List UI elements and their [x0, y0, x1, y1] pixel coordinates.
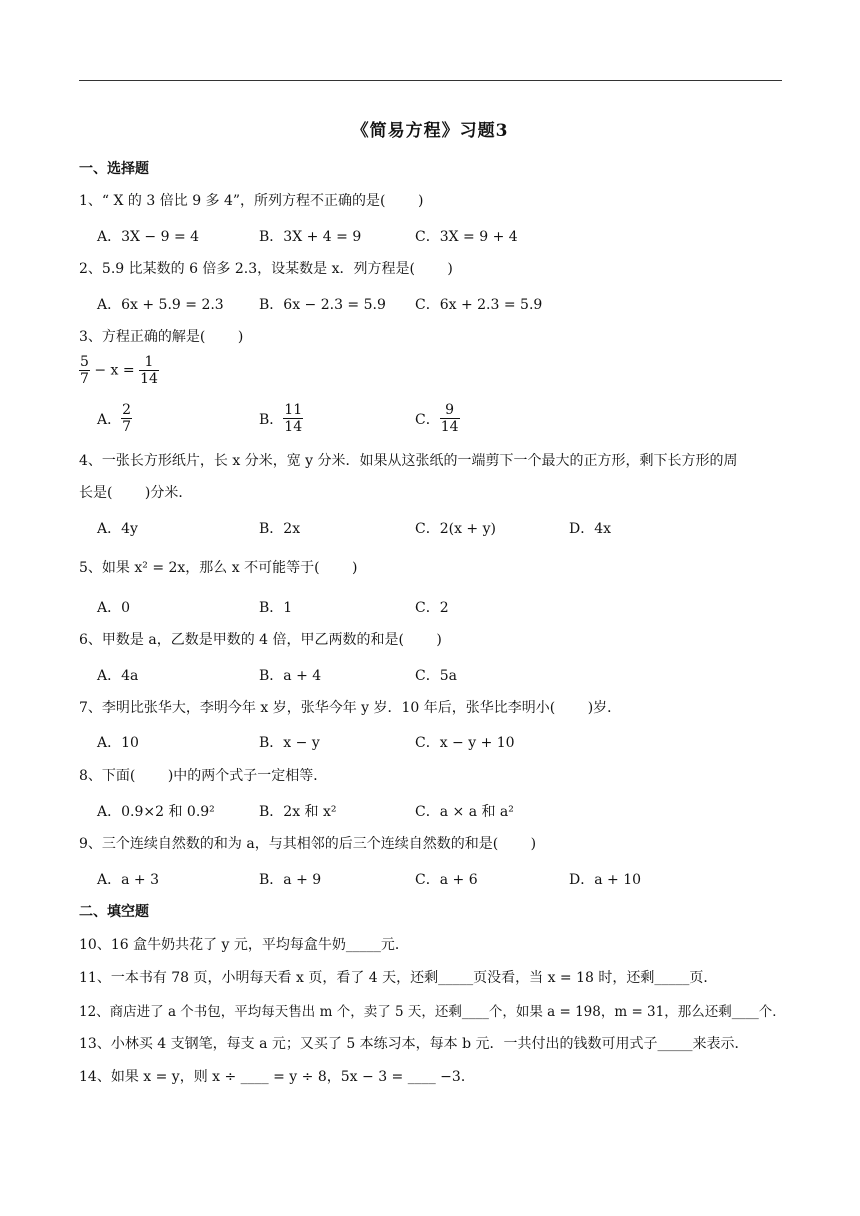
question-2: 2、5.9 比某数的 6 倍多 2.3，设某数是 x．列方程是( ) — [79, 261, 453, 277]
question-4-line-1: 4、一张长方形纸片，长 x 分米，宽 y 分米．如果从这张纸的一端剪下一个最大的正方形，剩下长方形的周 — [79, 453, 738, 469]
question-2-options — [97, 294, 797, 314]
option-d: D．4x — [569, 521, 612, 537]
option-c: C．5a — [415, 668, 457, 684]
section-choice: 一、选择题 — [79, 161, 149, 177]
question-3: 3、方程正确的解是( ) — [79, 329, 244, 345]
question-12: 12、商店进了 a 个书包，平均每天售出 m 个，卖了 5 天，还剩____个，如果 a = 198，m = 31，那么还剩____个． — [79, 1004, 786, 1020]
option-b: B．2x — [259, 521, 301, 537]
question-7-options — [97, 732, 797, 752]
option-c: C．a + 6 — [415, 872, 478, 888]
option-b: B．x − y — [259, 735, 320, 751]
fraction: $\frac{1}{14}$ — [140, 354, 158, 388]
option-c: C．2(x + y) — [415, 521, 496, 537]
question-3-equation: $\frac{5}{7}$ − x = $\frac{1}{14}$ — [80, 354, 158, 388]
option-b: B．a + 4 — [259, 668, 322, 684]
option-b: B．a + 9 — [259, 872, 322, 888]
option-a: A．a + 3 — [97, 872, 159, 888]
question-4-line-2: 长是( )分米． — [79, 485, 193, 501]
question-6: 6、甲数是 a，乙数是甲数的 4 倍，甲乙两数的和是( ) — [79, 632, 442, 648]
question-9-options — [97, 869, 797, 889]
option-b: B．1 — [259, 600, 293, 616]
option-c: C． $\frac{9}{14}$ — [415, 402, 459, 436]
question-5: 5、如果 x² = 2x，那么 x 不可能等于( ) — [79, 560, 358, 576]
page-title: 《简易方程》习题3 — [351, 121, 509, 141]
question-11: 11、一本书有 78 页，小明每天看 x 页，看了 4 天，还剩_____页没看，当 x = 18 时，还剩_____页． — [79, 970, 718, 986]
option-d: D．a + 10 — [569, 872, 642, 888]
question-1: 1、“ X 的 3 倍比 9 多 4”，所列方程不正确的是( ) — [79, 193, 424, 209]
question-7: 7、李明比张华大，李明今年 x 岁，张华今年 y 岁．10 年后，张华比李明小( )岁． — [79, 700, 622, 716]
option-a: A．4y — [97, 521, 138, 537]
option-a: A．10 — [97, 735, 139, 751]
section-fill: 二、填空题 — [79, 904, 149, 920]
fraction: $\frac{5}{7}$ — [80, 354, 89, 388]
option-c: C．6x + 2.3 = 5.9 — [415, 297, 543, 313]
option-b: B． $\frac{11}{14}$ — [259, 402, 303, 436]
option-b: B．2x 和 x² — [259, 804, 337, 820]
question-5-options — [97, 597, 797, 617]
option-c: C．a × a 和 a² — [415, 804, 514, 820]
option-a: A．4a — [97, 668, 139, 684]
question-13: 13、小林买 4 支钢笔，每支 a 元；又买了 5 本练习本，每本 b 元．一共付出的钱数可用式子_____来表示． — [79, 1036, 749, 1052]
question-6-options — [97, 665, 797, 685]
question-1-options — [97, 226, 797, 246]
option-a: A．6x + 5.9 = 2.3 — [97, 297, 224, 313]
question-3-options — [97, 402, 797, 442]
option-a: A．0.9×2 和 0.9² — [97, 804, 215, 820]
option-a: A．0 — [97, 600, 131, 616]
question-9: 9、三个连续自然数的和为 a，与其相邻的后三个连续自然数的和是( ) — [79, 836, 537, 852]
option-c: C．3X = 9 + 4 — [415, 229, 518, 245]
question-14: 14、如果 x = y，则 x ÷ ____ = y ÷ 8，5x − 3 = ____ −3． — [79, 1069, 475, 1085]
option-a: A． $\frac{2}{7}$ — [97, 402, 132, 436]
question-8-options — [97, 801, 797, 821]
question-10: 10、16 盒牛奶共花了 y 元，平均每盒牛奶_____元． — [79, 937, 409, 953]
option-b: B．6x − 2.3 = 5.9 — [259, 297, 386, 313]
option-b: B．3X + 4 = 9 — [259, 229, 362, 245]
header-rule — [79, 80, 782, 81]
option-c: C．x − y + 10 — [415, 735, 515, 751]
option-c: C．2 — [415, 600, 449, 616]
question-4-options — [97, 518, 797, 538]
question-8: 8、下面( )中的两个式子一定相等． — [79, 768, 328, 784]
option-a: A．3X − 9 = 4 — [97, 229, 200, 245]
